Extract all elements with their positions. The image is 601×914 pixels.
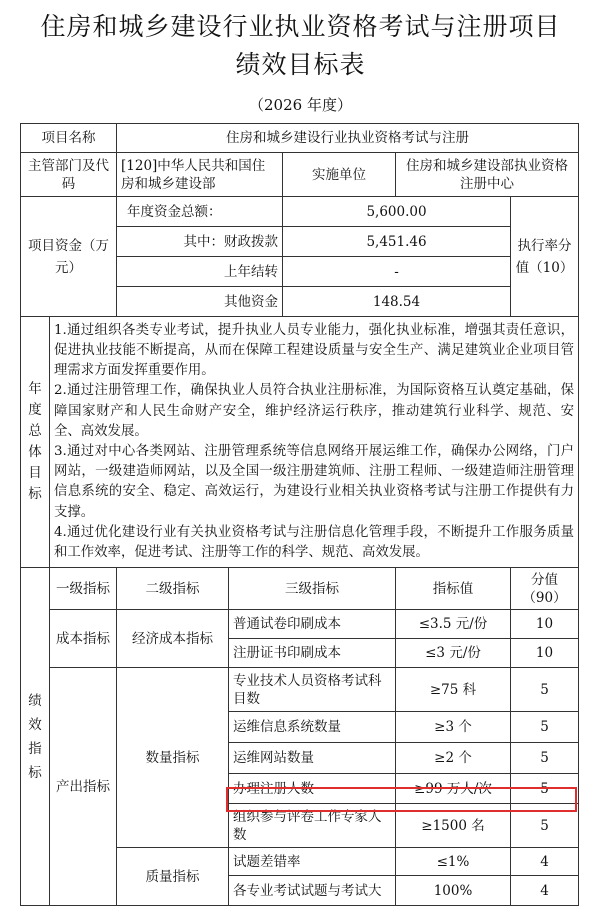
quantity-indicator-label: 数量指标 — [117, 668, 229, 848]
indicator-value: ≤3 元/份 — [396, 639, 511, 668]
funds-row-label: 其中：财政拨款 — [117, 227, 283, 257]
indicator-name: 运维信息系统数量 — [229, 712, 396, 743]
indicator-name-highlighted: 办理注册人数 — [229, 774, 396, 804]
project-name-label: 项目名称 — [21, 124, 117, 153]
indicator-score: 10 — [511, 639, 579, 668]
indicator-value: 100% — [396, 876, 511, 906]
document-title — [0, 8, 601, 84]
indicator-score: 5 — [511, 743, 579, 774]
output-indicator-label: 产出指标 — [50, 668, 117, 906]
indicator-name: 试题差错率 — [229, 848, 396, 876]
funds-row-label: 上年结转 — [117, 257, 283, 287]
execution-rate-label: 执行率分值（10） — [511, 197, 579, 317]
indicator-value: ≥3 个 — [396, 712, 511, 743]
indicator-score: 5 — [511, 804, 579, 848]
header-score: 分值（90） — [511, 568, 579, 610]
funds-row-value: 148.54 — [283, 287, 511, 317]
indicator-value: ≤3.5 元/份 — [396, 610, 511, 639]
dept-value: [120]中华人民共和国住房和城乡建设部 — [117, 153, 283, 197]
indicator-score: 4 — [511, 848, 579, 876]
indicators-label: 绩效指标 — [21, 568, 50, 906]
goal-item: 2.通过注册管理工作，确保执业人员符合执业注册标准，为国际资格互认奠定基础，保障国家财产和人民生命财产安全，维护经济运行秩序，推动建筑行业科学、规范、安全、高效发展。 — [54, 383, 575, 439]
quality-indicator-label: 质量指标 — [117, 848, 229, 906]
year-label: （2026 年度） — [249, 96, 352, 114]
unit-value: 住房和城乡建设部执业资格注册中心 — [396, 153, 579, 197]
header-level3: 三级指标 — [229, 568, 396, 610]
indicator-name: 运维网站数量 — [229, 743, 396, 774]
dept-label: 主管部门及代码 — [21, 153, 117, 197]
indicator-value: ≥75 科 — [396, 668, 511, 712]
indicator-name: 注册证书印刷成本 — [229, 639, 396, 668]
indicator-value-highlighted: ≥99 万人/次 — [396, 774, 511, 804]
goal-item: 3.通过对中心各类网站、注册管理系统等信息网络开展运维工作，确保办公网络，门户网站，一级建造师网站，以及全国一级注册建筑师、注册工程师、一级建造师注册管理信息系统的安全、稳定、高效运行，为建设行业相关执业资格考试与注册工作提供有力支撑。 — [54, 444, 575, 520]
title-line-1: 住房和城乡建设行业执业资格考试与注册项目 — [40, 12, 561, 41]
indicator-score: 5 — [511, 668, 579, 712]
funds-row-value: 5,600.00 — [283, 197, 511, 227]
indicator-value: ≥2 个 — [396, 743, 511, 774]
indicator-name: 专业技术人员资格考试科目数 — [229, 668, 396, 712]
header-value: 指标值 — [396, 568, 511, 610]
cost-indicator-label: 成本指标 — [50, 610, 117, 668]
title-line-2: 绩效目标表 — [235, 50, 366, 79]
indicator-value: ≥1500 名 — [396, 804, 511, 848]
goal-item: 1.通过组织各类专业考试，提升执业人员专业能力，强化执业标准，增强其责任意识，促进执业技能不断提高，从而在保障工程建设质量与安全生产、满足建筑业企业项目管理需求方面发挥重要作用。 — [54, 322, 575, 379]
header-level1: 一级指标 — [50, 568, 117, 610]
indicator-score: 4 — [511, 876, 579, 906]
funds-row-label: 其他资金 — [117, 287, 283, 317]
performance-table — [20, 123, 579, 906]
indicator-score-highlighted: 5 — [511, 774, 579, 804]
indicator-score: 10 — [511, 610, 579, 639]
funds-row-value: - — [283, 257, 511, 287]
goal-item: 4.通过优化建设行业有关执业资格考试与注册信息化管理手段，不断提升工作服务质量和工作效率，促进考试、注册等工作的科学、规范、高效发展。 — [54, 524, 575, 561]
goals-label: 年度总体目标 — [21, 317, 50, 568]
header-level2: 二级指标 — [117, 568, 229, 610]
funds-label: 项目资金（万元） — [21, 197, 117, 317]
economic-cost-label: 经济成本指标 — [117, 610, 229, 668]
funds-row-value: 5,451.46 — [283, 227, 511, 257]
goals-content — [50, 317, 579, 568]
indicator-name: 普通试卷印刷成本 — [229, 610, 396, 639]
indicator-value: ≤1% — [396, 848, 511, 876]
funds-row-label: 年度资金总额： — [117, 197, 283, 227]
indicator-name: 组织参与评卷工作专家人数 — [229, 804, 396, 848]
indicator-score: 5 — [511, 712, 579, 743]
project-name-value: 住房和城乡建设行业执业资格考试与注册 — [117, 124, 579, 153]
unit-label: 实施单位 — [283, 153, 396, 197]
indicator-name: 各专业考试试题与考试大 — [229, 876, 396, 906]
